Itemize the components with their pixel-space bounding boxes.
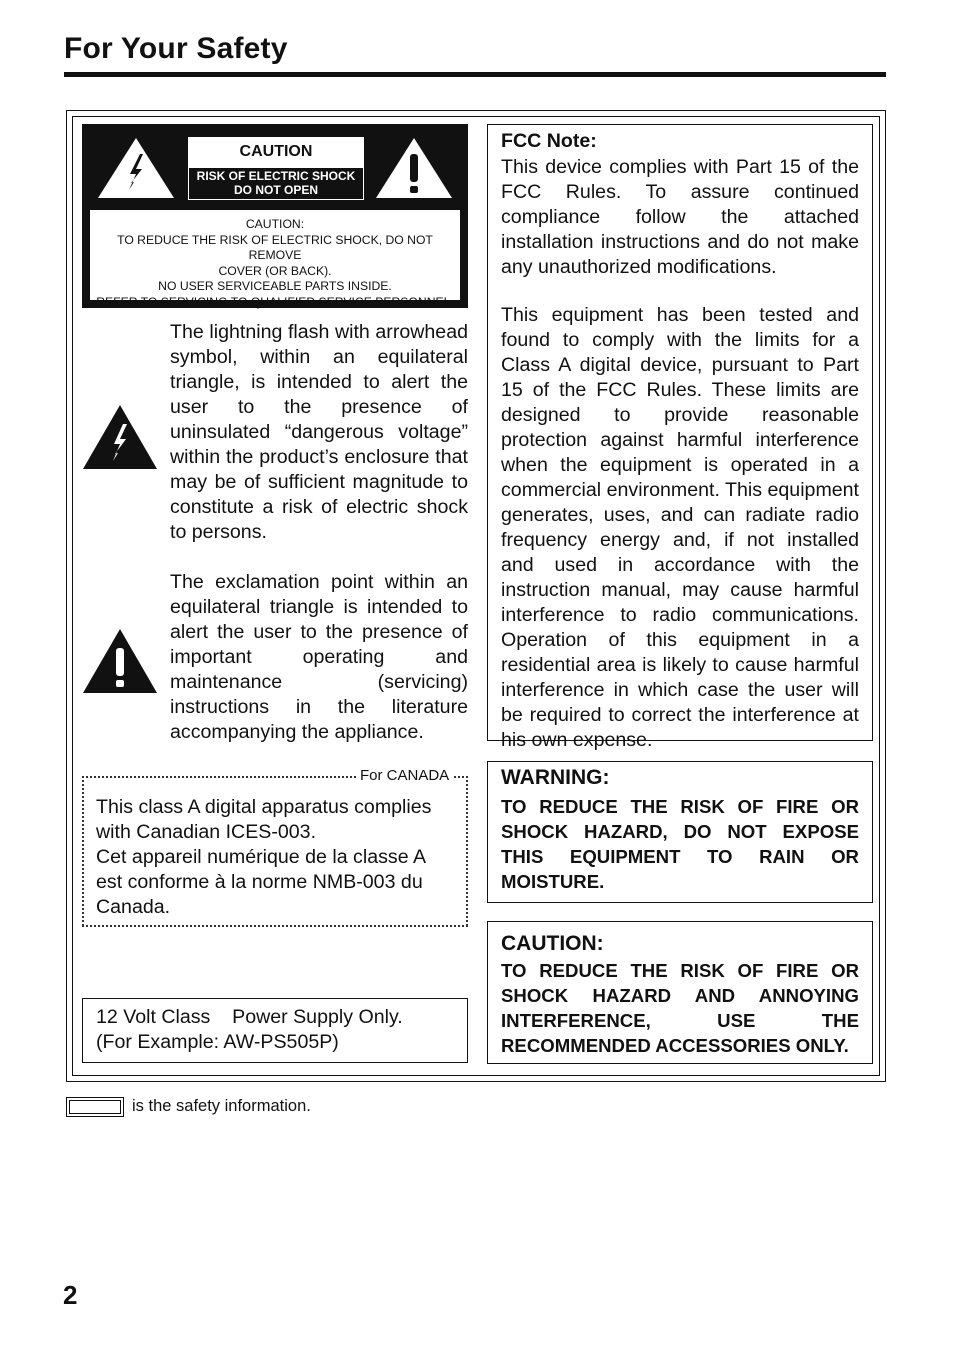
- fcc-note-paragraph: This device complies with Part 15 of the FCC Rules. To assure continued compliance follow the attached installation instructions and do not make any unauthorized modifications.: [501, 156, 859, 278]
- canada-compliance-text: [96, 795, 454, 920]
- caution-body-line: COVER (OR BACK).: [218, 263, 332, 278]
- page-number: 2: [63, 1280, 78, 1310]
- power-supply-line: 12 Volt Class Power Supply Only.: [96, 1006, 403, 1028]
- safety-info-legend-icon-inner: [69, 1100, 121, 1114]
- canada-text-line: est conforme à la norme NMB-003 du: [96, 871, 423, 893]
- canada-box-bottom-border: [82, 925, 468, 927]
- power-supply-text: [96, 1005, 403, 1055]
- canada-text-line: This class A digital apparatus complies: [96, 796, 432, 818]
- warning-title: WARNING:: [501, 766, 610, 789]
- canada-label: For CANADA: [356, 767, 453, 784]
- safety-info-legend-text: is the safety information.: [132, 1097, 311, 1115]
- exclamation-symbol-icon: [82, 628, 158, 694]
- canada-text-line: Canada.: [96, 896, 171, 918]
- caution-body-line: CAUTION:: [245, 217, 305, 231]
- lightning-symbol-icon: [82, 404, 158, 470]
- lightning-triangle-icon: [96, 136, 176, 200]
- caution-text: TO REDUCE THE RISK OF FIRE OR SHOCK HAZARD AND ANNOYING INTERFERENCE, USE THE RECOMMENDED ACCESSORIES ONLY.: [501, 960, 859, 1056]
- caution-body-line: NO USER SERVICEABLE PARTS INSIDE.: [158, 279, 392, 294]
- canada-text-line: Cet appareil numérique de la classe A: [96, 846, 427, 868]
- caution-label-body: [90, 217, 460, 311]
- title-rule: [64, 72, 886, 77]
- caution-risk-line: RISK OF ELECTRIC SHOCK: [196, 169, 356, 183]
- exclamation-triangle-icon: [374, 136, 454, 200]
- lightning-symbol-description: The lightning flash with arrowhead symbol, within an equilateral triangle, is intended to alert the user to the presence of uninsulated “dangerous voltage” within the product’s enclosure that may be of sufficient magnitude to constitute a risk of electric shock to persons.: [170, 321, 468, 543]
- exclamation-symbol-description: The exclamation point within an equilateral triangle is intended to alert the user to the presence of important operating and maintenance (servicing) instructions in the literature accompanying the appliance.: [170, 571, 468, 743]
- caution-body-line: TO REDUCE THE RISK OF ELECTRIC SHOCK, DO NOT REMOVE: [117, 232, 433, 263]
- power-supply-line: (For Example: AW-PS505P): [96, 1031, 339, 1053]
- caution-risk-text: [189, 169, 363, 197]
- caution-label-title: CAUTION: [239, 143, 313, 160]
- canada-box-left-border: [82, 776, 84, 926]
- caution-title: CAUTION:: [501, 932, 604, 955]
- canada-box-right-border: [466, 776, 468, 926]
- caution-risk-line: DO NOT OPEN: [233, 183, 318, 197]
- canada-text-line: with Canadian ICES-003.: [96, 821, 317, 843]
- page-title: For Your Safety: [64, 32, 288, 65]
- fcc-note-title: FCC Note:: [501, 130, 597, 152]
- fcc-note-paragraph: This equipment has been tested and found to comply with the limits for a Class A digital device, pursuant to Part 15 of the FCC Rules. These limits are designed to provide reasonable protection against harmful interference when the equipment is operated in a commercial environment. This equipment generates, uses, and can radiate radio frequency energy and, if not installed and used in accordance with the instruction manual, may cause harmful interference to radio communications. Operation of this equipment in a residential area is likely to cause harmful interference in which case the user will be required to correct the interference at his own expense.: [501, 304, 859, 751]
- caution-body-line: REFER TO SERVICING TO QUALIFIED SERVICE PERSONNEL.: [96, 294, 454, 309]
- warning-text: TO REDUCE THE RISK OF FIRE OR SHOCK HAZARD, DO NOT EXPOSE THIS EQUIPMENT TO RAIN OR MOISTURE.: [501, 796, 859, 892]
